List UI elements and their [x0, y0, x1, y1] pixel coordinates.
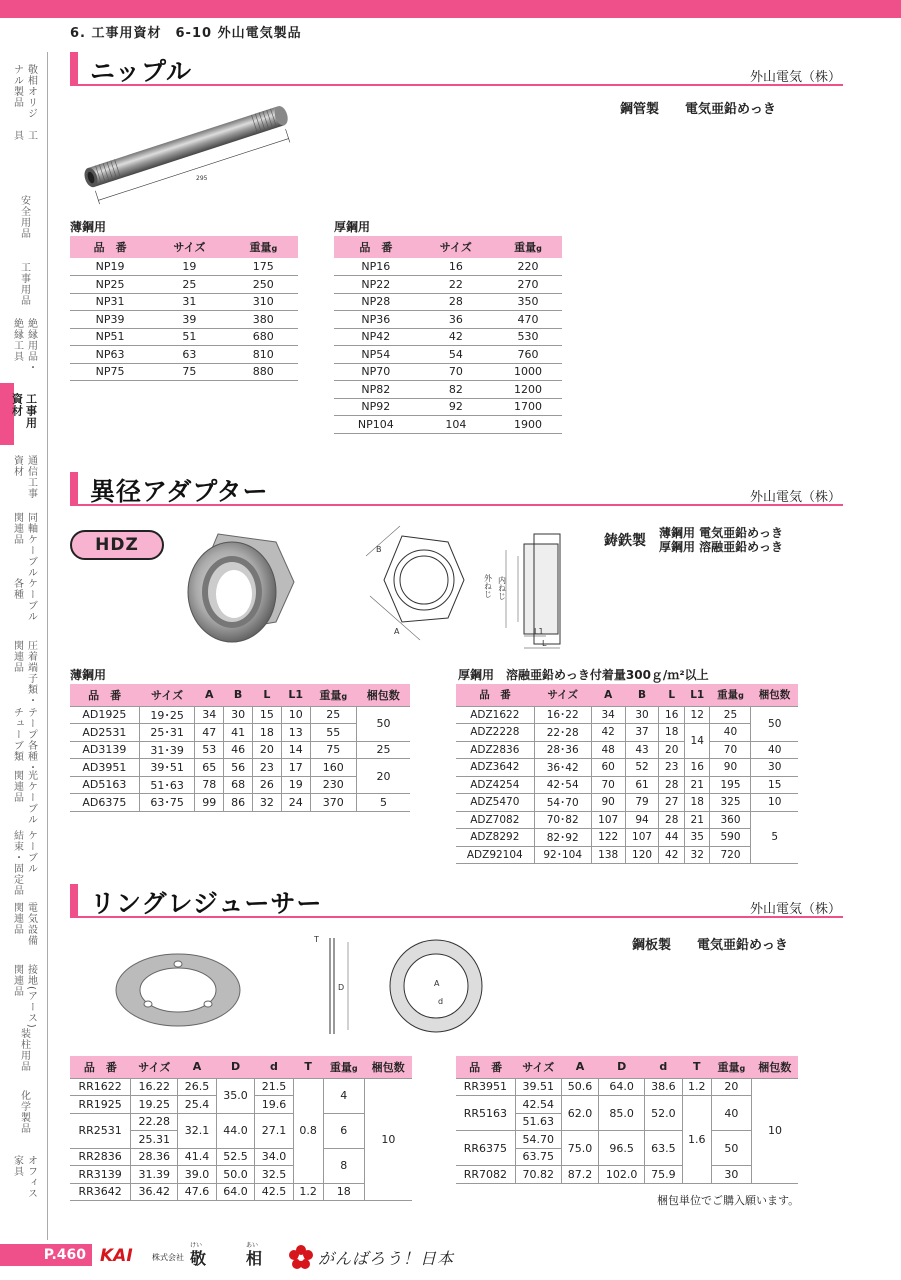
section-title: リングレジューサー — [90, 889, 323, 918]
sidebar-item-label: 関連品 — [11, 512, 23, 545]
svg-text:L1: L1 — [534, 627, 544, 636]
table-row: RR3642 36.42 47.6 64.0 42.5 1.2 18 — [70, 1183, 412, 1201]
material-spec: 鋳鉄製 — [604, 533, 646, 549]
sidebar-item-label: 関連品 — [11, 640, 23, 673]
sidebar-item-4[interactable] — [0, 318, 48, 373]
table-row: AD1925 19･25 34 30 15 10 25 50 — [70, 706, 410, 724]
table-row: AD3139 31･39 53 46 20 14 75 25 — [70, 741, 410, 759]
table-row: NP104 104 1900 — [334, 416, 562, 434]
sidebar-item-label: テープ各種・ — [25, 707, 37, 773]
table-row: ADZ1622 16･22 34 30 16 12 25 50 — [456, 706, 798, 724]
section-header-nipple — [70, 52, 843, 86]
table-row: 51.63 — [456, 1113, 798, 1131]
table-row: ADZ8292 82･92 122 107 44 35 590 — [456, 829, 798, 847]
product-code-badge: HDZ — [70, 530, 164, 560]
table-row: NP16 16 220 — [334, 258, 562, 276]
sidebar-item-label: 各種 — [11, 578, 23, 600]
table-row: ADZ2228 22･28 42 37 18 14 40 — [456, 724, 798, 742]
sidebar-item-8[interactable] — [0, 578, 48, 622]
sidebar-item-label: ケーブル — [25, 830, 37, 874]
table-row: RR7082 70.82 87.2 102.0 75.9 30 — [456, 1166, 798, 1184]
sidebar-item-label: 電気設備 — [25, 902, 37, 946]
table-row: AD3951 39･51 65 56 23 17 160 20 — [70, 759, 410, 777]
table-row: RR1925 19.25 25.4 19.6 — [70, 1096, 412, 1114]
company-ruby-a: けい — [190, 1242, 203, 1249]
top-accent-bar — [0, 0, 901, 18]
sidebar-item-label: 絶縁工具 — [11, 318, 23, 362]
sidebar-item-label: ナル製品 — [11, 64, 23, 108]
adapter-thin-table: 品 番 サイズ A B L L1 重量g 梱包数 AD1925 19･25 34 30 15 10 25 50 AD2531 25･31 47 41 18 13 55 AD3139 31･39 53 46 20 14 75 25 AD3951 39･51 65 56 23 17 160 20 AD5163 51･63 78 68 26 19 230 AD6375 63･75 99 86 32 24 370 5 — [70, 684, 410, 812]
sidebar-item-label: 工事用 — [24, 393, 38, 429]
sidebar-item-10[interactable] — [0, 707, 48, 773]
sidebar-item-label: 同軸ケーブル — [25, 512, 37, 578]
slogan: がんばろう！日本 — [318, 1249, 455, 1268]
sidebar-item-0[interactable] — [0, 64, 48, 119]
table-row: ADZ2836 28･36 48 43 20 70 40 — [456, 741, 798, 759]
page-footer — [0, 1240, 901, 1280]
sidebar-item-label: オフィス — [25, 1155, 37, 1199]
sidebar-item-label: 圧着端子類・ — [25, 640, 37, 706]
table-row: NP63 63 810 — [70, 346, 298, 364]
table-row: NP19 19 175 — [70, 258, 298, 276]
table-row: ADZ92104 92･104 138 120 42 32 720 — [456, 846, 798, 864]
svg-text:A: A — [394, 627, 400, 636]
table-row: RR3951 39.51 50.6 64.0 38.6 1.2 20 10 — [456, 1078, 798, 1096]
page-number: P.460 — [0, 1244, 92, 1266]
table-row: ADZ7082 70･82 107 94 28 21 360 5 — [456, 811, 798, 829]
sidebar-item-6[interactable] — [0, 455, 48, 499]
thin-steel-label: 薄鋼用 — [70, 220, 107, 234]
reducer-diagram — [308, 932, 484, 1038]
nipple-photo — [72, 100, 304, 192]
adapter-thick-table: 品 番 サイズ A B L L1 重量g 梱包数 ADZ1622 16･22 34 30 16 12 25 50 ADZ2228 22･28 42 37 18 14 40 ADZ2836 28･36 48 43 20 70 40 ADZ3642 36･42 60 52 23 16 90 30 ADZ4254 42･54 70 61 28 21 195 15 ADZ5470 54･70 90 79 27 18 325 10 ADZ7082 70･82 107 94 28 21 360 5 ADZ8292 82･92 122 107 44 35 590 ADZ92104 92･104 138 120 42 32 720 — [456, 684, 798, 864]
thick-steel-label: 厚鋼用 — [334, 220, 371, 234]
table-row: 25.31 — [70, 1131, 412, 1149]
table-row: NP82 82 1200 — [334, 381, 562, 399]
sidebar-item-16[interactable] — [0, 1090, 48, 1134]
svg-text:T: T — [314, 935, 319, 944]
sakura-icon — [288, 1244, 314, 1270]
material-spec: 鋼板製 電気亜鉛めっき — [632, 938, 788, 953]
table-row: ADZ5470 54･70 90 79 27 18 325 10 — [456, 794, 798, 812]
breadcrumb: 6. 工事用資材 6-10 外山電気製品 — [70, 26, 302, 41]
table-row: NP70 70 1000 — [334, 363, 562, 381]
svg-text:D: D — [338, 983, 345, 992]
sidebar-item-label: 家具 — [11, 1155, 23, 1177]
company-prefix: 株式会社 — [152, 1253, 184, 1262]
sidebar-item-label: 結束・固定品 — [11, 830, 23, 896]
table-row: NP75 75 880 — [70, 363, 298, 381]
table-row: AD5163 51･63 78 68 26 19 230 — [70, 776, 410, 794]
sidebar-item-15[interactable] — [0, 1028, 48, 1072]
table-row: RR2836 28.36 41.4 52.5 34.0 8 — [70, 1148, 412, 1166]
section-header-reducer — [70, 884, 843, 918]
table-row: NP39 39 380 — [70, 311, 298, 329]
purchase-note: 梱包単位でご購入願います。 — [657, 1194, 800, 1207]
dimension-label: 295 — [196, 175, 208, 182]
table-row: RR6375 54.70 75.0 96.5 63.5 50 — [456, 1131, 798, 1149]
sidebar-item-label: 関連品 — [11, 770, 23, 803]
sidebar-item-label: 資材 — [11, 455, 23, 477]
table-row: NP36 36 470 — [334, 311, 562, 329]
sidebar-item-label: 関連品 — [11, 902, 23, 935]
svg-text:B: B — [376, 545, 382, 554]
thick-steel-label: 厚鋼用 溶融亜鉛めっき付着量300ｇ/ｍ²以上 — [458, 668, 709, 682]
table-row: NP22 22 270 — [334, 276, 562, 294]
section-header-adapter — [70, 472, 843, 506]
sidebar-item-label: 具 — [11, 130, 23, 141]
table-row: NP42 42 530 — [334, 328, 562, 346]
table-row: AD6375 63･75 99 86 32 24 370 5 — [70, 794, 410, 812]
sidebar-item-14[interactable] — [0, 964, 48, 1029]
sidebar-item-2[interactable] — [0, 195, 48, 239]
table-row: NP92 92 1700 — [334, 398, 562, 416]
table-row: NP28 28 350 — [334, 293, 562, 311]
section-title: ニップル — [90, 57, 193, 86]
thin-steel-label: 薄鋼用 — [70, 668, 107, 682]
table-row: RR3139 31.39 39.0 50.0 32.5 — [70, 1166, 412, 1184]
sidebar-item-11[interactable] — [0, 770, 48, 825]
reducer-photo — [112, 950, 244, 1030]
svg-text:内ねじ: 内ねじ — [497, 576, 507, 600]
table-row: AD2531 25･31 47 41 18 13 55 — [70, 724, 410, 742]
sidebar-item-label: 安全用品 — [18, 195, 30, 239]
table-row: ADZ4254 42･54 70 61 28 21 195 15 — [456, 776, 798, 794]
sidebar-item-label: 通信工事 — [25, 455, 37, 499]
company-name-b: 相 — [246, 1249, 263, 1268]
sidebar-item-label: 装柱用品 — [18, 1028, 30, 1072]
sidebar-item-label: 資材 — [10, 393, 24, 417]
sidebar-item-label: 絶縁用品・ — [25, 318, 37, 373]
table-row: NP51 51 680 — [70, 328, 298, 346]
svg-text:L: L — [542, 639, 547, 648]
sidebar-item-label: ケーブル — [25, 578, 37, 622]
sidebar-item-5[interactable] — [0, 393, 48, 429]
table-row: RR1622 16.22 26.5 35.0 21.5 0.8 4 10 — [70, 1078, 412, 1096]
table-row: 63.75 — [456, 1148, 798, 1166]
maker-name: 外山電気（株） — [749, 70, 841, 85]
sidebar-item-label: 敬相オリジ — [25, 64, 37, 119]
sidebar-item-1[interactable] — [0, 130, 48, 141]
table-row: NP31 31 310 — [70, 293, 298, 311]
sidebar-item-17[interactable] — [0, 1155, 48, 1199]
nipple-thin-table: 品 番 サイズ 重量g NP19 19 175 NP25 25 250 NP31 31 310 NP39 39 380 NP51 51 680 NP63 63 810 NP75 75 880 — [70, 236, 298, 381]
svg-text:外ねじ: 外ねじ — [483, 574, 493, 598]
adapter-side-diagram — [483, 530, 576, 656]
adapter-photo — [178, 522, 300, 650]
reducer-left-table: 品 番 サイズ A D d T 重量g 梱包数 RR1622 16.22 26.5 35.0 21.5 0.8 4 10 RR1925 19.25 25.4 19.6 RR2531 22.28 32.1 44.0 27.1 6 25.31 RR2836 28.36 41.4 52.5 34.0 8 RR3139 31.39 39.0 50.0 32.5 RR3642 36.42 47.6 64.0 42.5 1.2 18 — [70, 1056, 412, 1201]
svg-text:d: d — [438, 997, 444, 1006]
sidebar-item-13[interactable] — [0, 902, 48, 946]
sidebar-item-7[interactable] — [0, 512, 48, 578]
table-row: ADZ3642 36･42 60 52 23 16 90 30 — [456, 759, 798, 777]
kai-logo: KAI — [100, 1246, 133, 1266]
maker-name: 外山電気（株） — [749, 902, 841, 917]
company-name-a: 敬 — [190, 1249, 207, 1268]
maker-name: 外山電気（株） — [749, 490, 841, 505]
table-row: RR2531 22.28 32.1 44.0 27.1 6 — [70, 1113, 412, 1131]
sidebar-item-label: 工 — [25, 130, 37, 141]
table-row: NP54 54 760 — [334, 346, 562, 364]
sidebar-item-label: 化学製品 — [18, 1090, 30, 1134]
nipple-thick-table: 品 番 サイズ 重量g NP16 16 220 NP22 22 270 NP28 28 350 NP36 36 470 NP42 42 530 NP54 54 760 NP70 70 1000 NP82 82 1200 NP92 92 1700 NP104 104 1900 — [334, 236, 562, 434]
finish-spec-thick: 厚鋼用 溶融亜鉛めっき — [659, 540, 784, 554]
sidebar-item-3[interactable] — [0, 262, 48, 306]
sidebar-item-label: 光ケーブル — [25, 770, 37, 825]
company-ruby-b: あい — [246, 1242, 259, 1249]
sidebar-item-label: 接地(アース) — [25, 964, 37, 1029]
reducer-right-table: 品 番 サイズ A D d T 重量g 梱包数 RR3951 39.51 50.6 64.0 38.6 1.2 20 10 RR5163 42.54 62.0 85.0 52.0 1.6 40 51.63 RR6375 54.70 75.0 96.5 63.5 50 63.75 RR7082 70.82 87.2 102.0 75.9 30 — [456, 1056, 798, 1184]
section-title: 異径アダプター — [90, 477, 269, 506]
sidebar-item-12[interactable] — [0, 830, 48, 896]
sidebar-item-label: チューブ類 — [11, 707, 23, 762]
sidebar-item-label: 工事用品 — [18, 262, 30, 306]
table-row: RR5163 42.54 62.0 85.0 52.0 1.6 40 — [456, 1096, 798, 1114]
table-row: NP25 25 250 — [70, 276, 298, 294]
material-spec: 鋼管製 電気亜鉛めっき — [620, 102, 776, 117]
sidebar-item-label: 関連品 — [11, 964, 23, 997]
svg-text:A: A — [434, 979, 440, 988]
finish-spec-thin: 薄鋼用 電気亜鉛めっき — [659, 526, 784, 540]
sidebar-item-9[interactable] — [0, 640, 48, 706]
adapter-front-diagram — [360, 516, 478, 646]
